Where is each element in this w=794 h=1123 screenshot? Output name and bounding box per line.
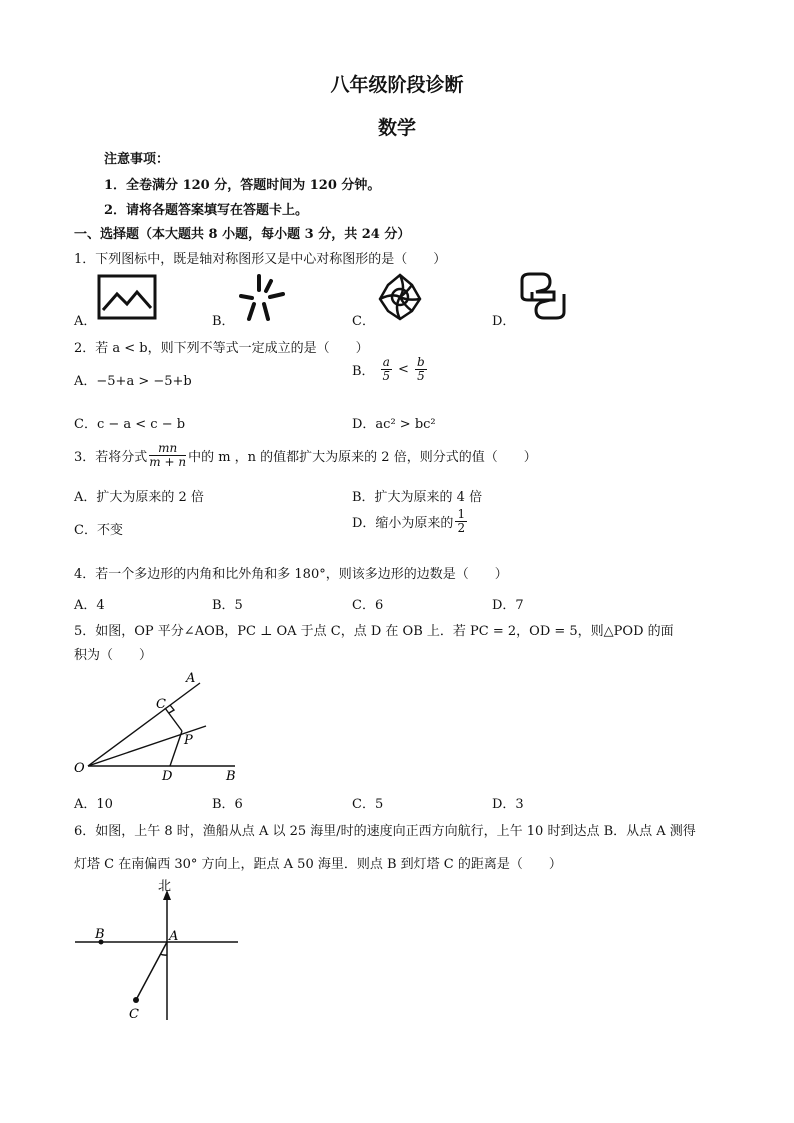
q5-option-d: D．3 (492, 797, 524, 812)
section-heading: 一、选择题（本大题共 8 小题，每小题 3 分，共 24 分） (74, 227, 411, 242)
q1-option-d-label: D． (492, 314, 516, 329)
q5-option-b: B．6 (212, 797, 243, 812)
q6-stem-line2: 灯塔 C 在南偏西 30° 方向上，距点 A 50 海里．则点 B 到灯塔 C 的距离是（ ） (74, 857, 562, 872)
q2-option-d: D．ac² > bc² (352, 417, 436, 432)
q3-d-fraction (455, 508, 467, 535)
q4-option-b: B．5 (212, 598, 243, 613)
q6-label-c: C (129, 1007, 139, 1022)
q3-d-den: 2 (457, 521, 466, 536)
q4-option-c: C．6 (352, 598, 384, 613)
q5-stem-line2: 积为（ ） (74, 648, 153, 663)
q4-option-d: D．7 (492, 598, 524, 613)
q3-d-num: 1 (457, 507, 466, 521)
q2-b-num1: a (382, 355, 390, 369)
q2-option-b (352, 356, 429, 383)
q4-option-a: A．4 (74, 598, 105, 613)
q2-option-b-prefix: B． (352, 364, 375, 380)
q5-label-o: O (74, 761, 85, 776)
q2-b-fraction-1 (381, 356, 392, 383)
q2-option-c: C．c − a < c − b (74, 417, 186, 432)
q1-option-c-label: C． (352, 314, 375, 329)
q2-b-lt: < (398, 362, 409, 378)
page-title: 八年级阶段诊断 (330, 74, 464, 96)
q1-option-b-label: B． (212, 314, 235, 329)
q3-option-b: B．扩大为原来的 4 倍 (352, 490, 483, 505)
q2-b-fraction-2 (415, 356, 427, 383)
q3-stem-post: 中的 m ，n 的值都扩大为原来的 2 倍，则分式的值（ ） (188, 450, 537, 466)
q5-option-a: A．10 (74, 797, 113, 812)
hexagram-flower-icon (376, 271, 424, 323)
q2-option-a: A．−5+a > −5+b (74, 374, 192, 389)
q6-label-a: A (169, 929, 179, 944)
q5-figure (70, 668, 250, 788)
q3-fraction (149, 442, 186, 469)
q5-label-b: B (226, 769, 236, 784)
q2-b-num2: b (417, 355, 425, 369)
note-item: 2．请将各题答案填写在答题卡上。 (104, 203, 309, 218)
q3-stem-pre: 3．若将分式 (74, 450, 148, 466)
q2-b-den1: 5 (382, 369, 391, 384)
q5-label-c: C (156, 697, 166, 712)
q5-option-c: C．5 (352, 797, 384, 812)
q4-stem: 4．若一个多边形的内角和比外角和多 180°，则该多边形的边数是（ ） (74, 567, 508, 582)
q3-option-d (352, 508, 469, 535)
q5-stem-line1: 5．如图，OP 平分∠AOB，PC ⊥ OA 于点 C，点 D 在 OB 上．若 PC = 2，OD = 5，则△POD 的面 (74, 624, 674, 639)
q6-label-north: 北 (158, 879, 172, 894)
q6-figure (70, 880, 250, 1030)
q2-b-den2: 5 (417, 369, 425, 384)
q2-stem: 2．若 a < b，则下列不等式一定成立的是（ ） (74, 341, 369, 356)
mountain-picture-icon (97, 274, 157, 320)
interlocked-shapes-icon (516, 270, 570, 322)
q1-stem: 1．下列图标中，既是轴对称图形又是中心对称图形的是（ ） (74, 252, 447, 267)
q5-label-d: D (162, 769, 173, 784)
q3-frac-num: mn (149, 442, 186, 456)
q3-option-d-prefix: D．缩小为原来的 (352, 516, 454, 532)
q3-option-c: C．不变 (74, 523, 123, 538)
q1-option-a-label: A． (74, 314, 97, 329)
q3-frac-den: m + n (149, 455, 187, 470)
q3-option-a: A．扩大为原来的 2 倍 (74, 490, 204, 505)
note-item: 1．全卷满分 120 分，答题时间为 120 分钟。 (104, 178, 381, 193)
q5-label-a: A (186, 671, 196, 686)
q6-label-b: B (95, 927, 105, 942)
q6-stem-line1: 6．如图，上午 8 时，渔船从点 A 以 25 海里/时的速度向正西方向航行，上午 10 时到达点 B．从点 A 测得 (74, 824, 696, 839)
subject-title: 数学 (377, 117, 416, 139)
q5-label-p: P (184, 733, 193, 748)
notes-heading: 注意事项： (104, 152, 170, 167)
six-stroke-symbol-icon (235, 273, 287, 323)
q3-stem (74, 442, 537, 469)
